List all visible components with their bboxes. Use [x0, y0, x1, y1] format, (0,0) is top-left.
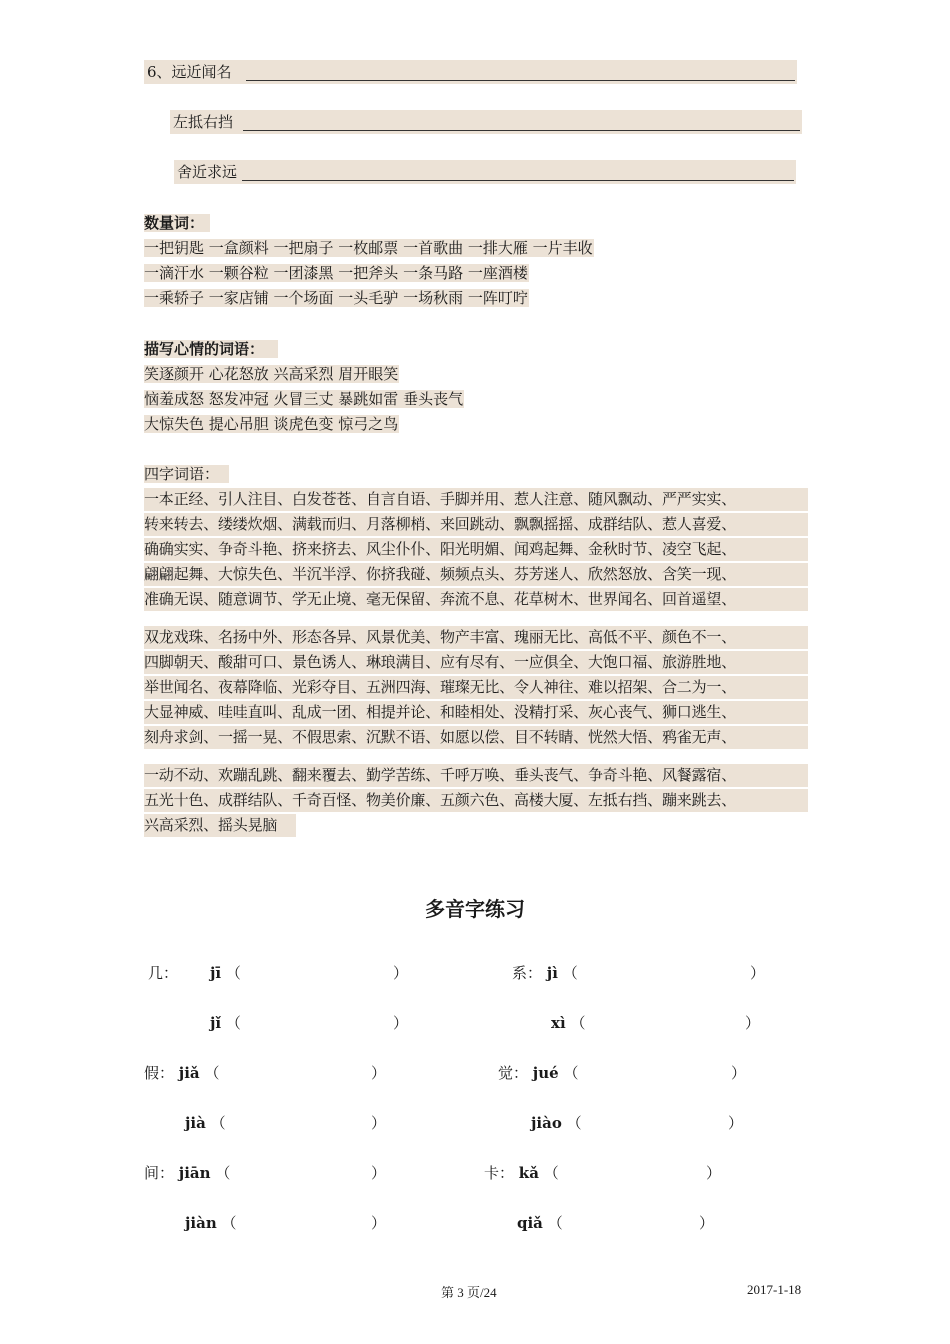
close-paren: ）: [371, 1164, 387, 1182]
quantifier-line: 一乘轿子 一家店铺 一个场面 一头毛驴 一场秋雨 一阵叮咛: [144, 289, 528, 307]
polyphone-char: 假：: [144, 1064, 175, 1082]
reading-row: jǐ （: [210, 1014, 241, 1032]
phrase-line: 双龙戏珠、名扬中外、形态各异、风景优美、物产丰富、瑰丽无比、高低不平、颜色不一、: [144, 626, 808, 649]
reading-row: qiǎ （: [517, 1214, 563, 1232]
pinyin: jǐ: [210, 1014, 222, 1032]
pinyin: kǎ: [518, 1164, 539, 1182]
polyphone-char: 觉：: [498, 1064, 529, 1082]
close-paren: ）: [699, 1214, 715, 1232]
blank-line[interactable]: [246, 80, 795, 81]
section-title: 多音字练习: [425, 897, 525, 921]
phrase-line: 转来转去、缕缕炊烟、满载而归、月落柳梢、来回跳动、飘飘摇摇、成群结队、惹人喜爱、: [144, 513, 808, 536]
reading-row: jiào （: [531, 1114, 582, 1132]
close-paren: ）: [706, 1164, 722, 1182]
blank-line[interactable]: [243, 130, 800, 131]
pinyin: jī: [210, 964, 222, 982]
close-paren: ）: [393, 1014, 409, 1032]
pinyin: jià: [185, 1114, 206, 1132]
fill-row-3: [174, 160, 796, 184]
pinyin: jì: [546, 964, 558, 982]
pinyin: xì: [551, 1014, 566, 1032]
mood-line: 恼羞成怒 怒发冲冠 火冒三丈 暴跳如雷 垂头丧气: [144, 390, 464, 408]
pinyin: qiǎ: [517, 1214, 543, 1232]
mood-line: 笑逐颜开 心花怒放 兴高采烈 眉开眼笑: [144, 365, 399, 383]
fill-row-label: 左抵右挡: [173, 113, 234, 131]
close-paren: ）: [371, 1214, 387, 1232]
mood-line: 大惊失色 提心吊胆 谈虎色变 惊弓之鸟: [144, 415, 399, 433]
close-paren: ）: [393, 964, 409, 982]
close-paren: ）: [745, 1014, 761, 1032]
close-paren: ）: [371, 1114, 387, 1132]
four-char-heading: 四字词语：: [144, 463, 229, 486]
page-number: 第 3 页/24: [441, 1285, 497, 1300]
fill-row-2: [170, 110, 802, 134]
phrase-line: 大显神威、哇哇直叫、乱成一团、相提并论、和睦相处、没精打采、灰心丧气、狮口逃生、: [144, 701, 808, 724]
polyphone-char: 系：: [512, 964, 543, 982]
blank-line[interactable]: [242, 180, 794, 181]
pinyin: jiān: [178, 1164, 211, 1182]
quantifiers-heading: 数量词：: [144, 212, 210, 235]
mood-heading: 描写心情的词语：: [144, 338, 278, 361]
footer-date: 2017-1-18: [747, 1282, 802, 1297]
phrase-line: 确确实实、争奇斗艳、挤来挤去、风尘仆仆、阳光明媚、闻鸡起舞、金秋时节、凌空飞起、: [144, 538, 808, 561]
pinyin: jiào: [531, 1114, 562, 1132]
polyphone-entry: 间： jiān （: [144, 1164, 231, 1182]
close-paren: ）: [371, 1064, 387, 1082]
phrase-line: 一本正经、引人注目、白发苍苍、自言自语、手脚并用、惹人注意、随风飘动、严严实实、: [144, 488, 808, 511]
polyphone-char: 卡：: [484, 1164, 515, 1182]
polyphone-entry: 卡： kǎ （: [484, 1164, 559, 1182]
phrase-line: 一动不动、欢蹦乱跳、翻来覆去、勤学苦练、千呼万唤、垂头丧气、争奇斗艳、风餐露宿、: [144, 764, 808, 787]
reading-row: jī （: [210, 964, 241, 982]
close-paren: ）: [731, 1064, 747, 1082]
close-paren: ）: [728, 1114, 744, 1132]
reading-row: jiàn （: [185, 1214, 237, 1232]
close-paren: ）: [750, 964, 766, 982]
phrase-line: 五光十色、成群结队、千奇百怪、物美价廉、五颜六色、高楼大厦、左抵右挡、蹦来跳去、: [144, 789, 808, 812]
phrase-line: 四脚朝天、酸甜可口、景色诱人、琳琅满目、应有尽有、一应俱全、大饱口福、旅游胜地、: [144, 651, 808, 674]
phrase-line: 刻舟求剑、一摇一晃、不假思索、沉默不语、如愿以偿、目不转睛、恍然大悟、鸦雀无声、: [144, 726, 808, 749]
polyphone-entry: 觉： jué （: [498, 1064, 579, 1082]
polyphone-entry: 系： jì （: [512, 964, 578, 982]
phrase-line: 准确无误、随意调节、学无止境、毫无保留、奔流不息、花草树木、世界闻名、回首遥望、: [144, 588, 808, 611]
phrase-line: 兴高采烈、摇头晃脑: [144, 814, 296, 837]
phrase-line: 举世闻名、夜幕降临、光彩夺目、五洲四海、璀璨无比、令人神往、难以招架、合二为一、: [144, 676, 808, 699]
fill-row-label: 舍近求远: [177, 163, 238, 181]
polyphone-entry: [148, 962, 178, 984]
polyphone-entry: 假： jiǎ （: [144, 1064, 220, 1082]
fill-row-1: [144, 60, 797, 84]
pinyin: jiǎ: [178, 1064, 200, 1082]
polyphone-char: 间：: [144, 1164, 175, 1182]
polyphone-char: 几：: [148, 964, 179, 982]
quantifier-line: 一滴汗水 一颗谷粒 一团漆黑 一把斧头 一条马路 一座酒楼: [144, 264, 528, 282]
phrase-line: 翩翩起舞、大惊失色、半沉半浮、你挤我碰、频频点头、芬芳迷人、欣然怒放、含笑一现、: [144, 563, 808, 586]
fill-row-label: 6、远近闻名: [147, 63, 232, 81]
reading-row: jià （: [185, 1114, 226, 1132]
pinyin: jiàn: [185, 1214, 217, 1232]
pinyin: jué: [532, 1064, 559, 1082]
reading-row: xì （: [551, 1014, 586, 1032]
quantifier-line: 一把钥匙 一盒颜料 一把扇子 一枚邮票 一首歌曲 一排大雁 一片丰收: [144, 239, 593, 257]
